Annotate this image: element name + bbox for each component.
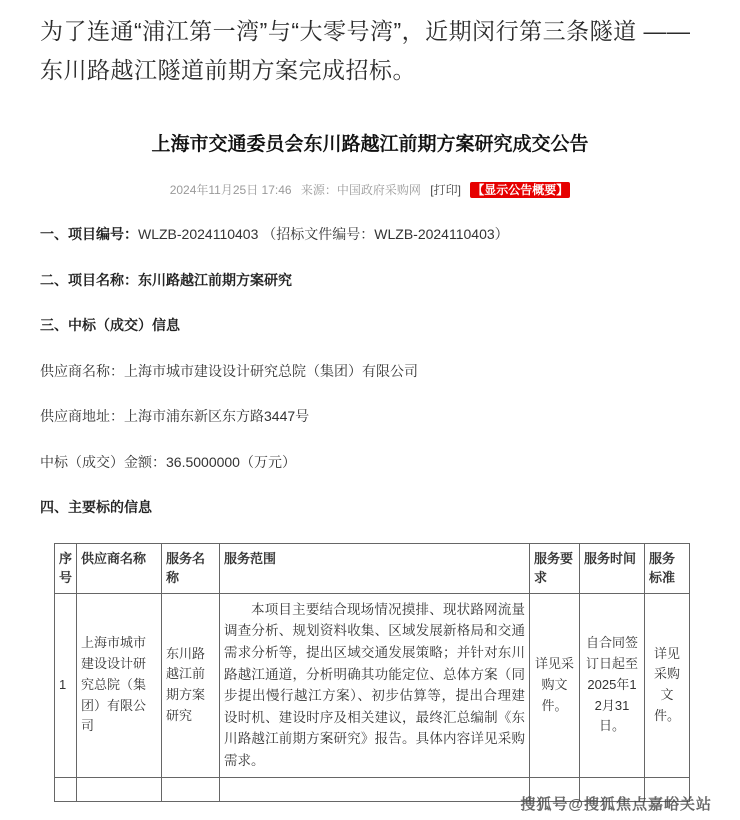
supplier-name-value: 上海市城市建设设计研究总院（集团）有限公司: [124, 362, 418, 379]
supplier-name-label: 供应商名称：: [40, 362, 124, 379]
project-number-label: 一、项目编号：: [40, 226, 138, 243]
award-amount-label: 中标（成交）金额：: [40, 453, 166, 470]
project-number-value: WLZB-2024110403 （招标文件编号：WLZB-2024110403）: [138, 226, 509, 243]
table-row: [55, 593, 690, 777]
award-amount-value: 36.5000000（万元）: [166, 453, 296, 470]
supplier-name-line: [40, 363, 700, 381]
header-cell-seq: 序号: [55, 543, 77, 593]
cell-seq: 1: [55, 593, 77, 777]
announcement-title: 上海市交通委员会东川路越江前期方案研究成交公告: [151, 134, 589, 156]
award-amount-line: [40, 454, 700, 472]
project-name-line: [40, 272, 700, 290]
header-cell-service-std: 服务标准: [645, 543, 690, 593]
supplier-address-line: [40, 408, 700, 426]
table-header-row: [55, 543, 690, 593]
service-scope-text: 本项目主要结合现场情况摸排、现状路网流量调查分析、规划资料收集、区域发展新格局和交通需求分析等，提出区域交通发展策略；并针对东川路越江通道，分析明确其功能定位、总体方案（同步提出慢行越江方案）、初步估算等，提出合理建设时机、建设时序及相关建议，最终汇总编制《东川路越江前期方案研究》报告。具体内容详见采购需求。: [224, 601, 525, 769]
print-link[interactable]: [打印]: [430, 182, 461, 197]
award-info-label: 三、中标（成交）信息: [40, 317, 180, 334]
sohu-watermark: 搜狐号@搜狐焦点嘉峪关站: [520, 796, 712, 813]
cell-service-name: 东川路越江前期方案研究: [162, 593, 220, 777]
announcement-meta: [40, 183, 700, 199]
meta-datetime: 2024年11月25日 17:46: [169, 182, 292, 197]
meta-source: 来源：中国政府采购网: [300, 182, 421, 197]
cell-supplier: 上海市城市建设设计研究总院（集团）有限公司: [77, 593, 162, 777]
header-cell-supplier: 供应商名称: [77, 543, 162, 593]
cell-service-scope: [220, 593, 530, 777]
subject-info-table: [54, 543, 690, 802]
intro-paragraph: 为了连通“浦江第一湾”与“大零号湾”，近期闵行第三条隧道 —— 东川路越江隧道前期方案完成招标。: [40, 18, 691, 84]
project-name-value: 东川路越江前期方案研究: [138, 271, 292, 288]
empty-cell: [77, 777, 162, 801]
header-cell-service-req: 服务要求: [530, 543, 580, 593]
empty-cell: [162, 777, 220, 801]
show-summary-badge[interactable]: 【显示公告概要】: [472, 182, 569, 197]
empty-cell: [55, 777, 77, 801]
main-subject-heading: [40, 499, 700, 517]
supplier-address-value: 上海市浦东新区东方路3447号: [124, 408, 310, 425]
cell-service-std: 详见采购文件。: [645, 593, 690, 777]
project-number-line: [40, 226, 700, 244]
header-cell-service-scope: 服务范围: [220, 543, 530, 593]
project-name-label: 二、项目名称：: [40, 271, 138, 288]
empty-cell: [220, 777, 530, 801]
header-cell-service-name: 服务名称: [162, 543, 220, 593]
cell-service-req: 详见采购文件。: [530, 593, 580, 777]
main-subject-label: 四、主要标的信息: [40, 499, 152, 516]
header-cell-service-time: 服务时间: [580, 543, 645, 593]
award-info-heading: [40, 317, 700, 335]
supplier-address-label: 供应商地址：: [40, 408, 124, 425]
announcement-body: [40, 226, 700, 517]
cell-service-time: 自合同签订日起至2025年12月31日。: [580, 593, 645, 777]
